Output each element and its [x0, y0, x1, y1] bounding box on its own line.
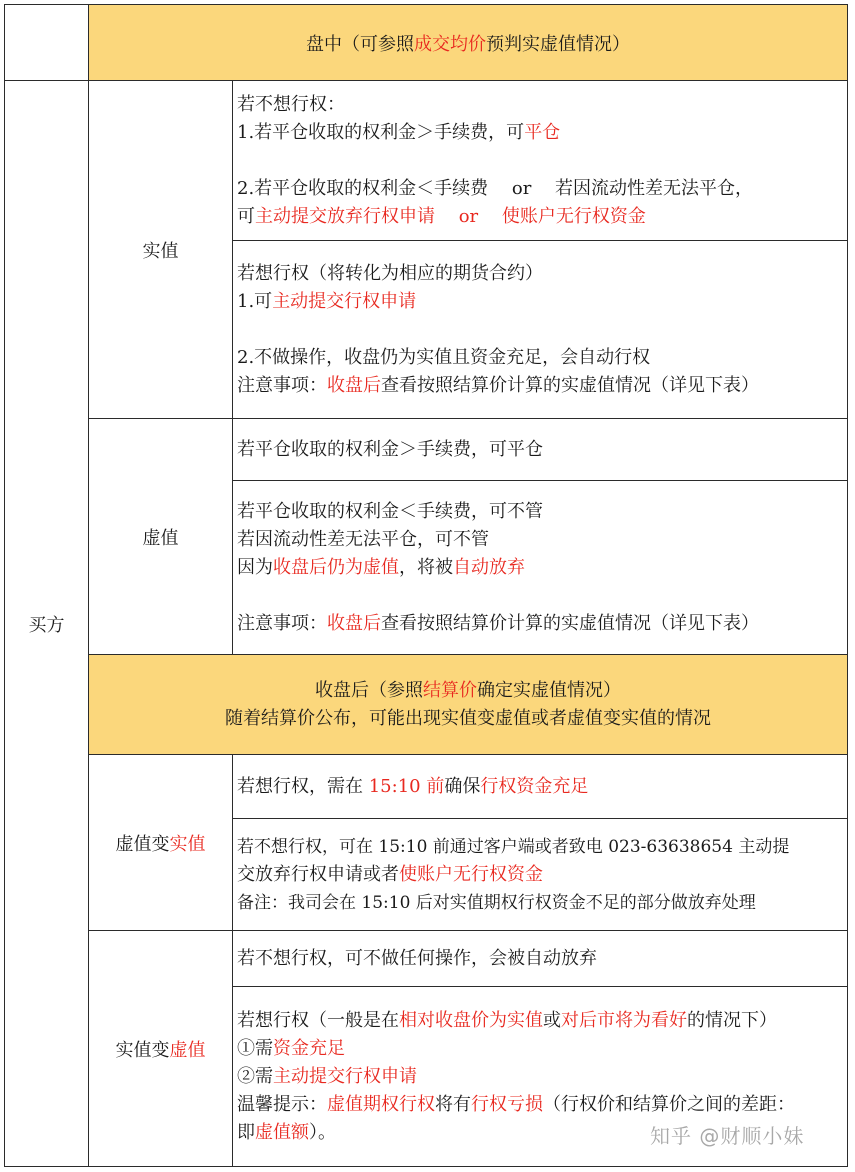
itm-label: 实值 — [89, 81, 233, 419]
o2i-no-exercise-cell: 若不想行权，可在 15:10 前通过客户端或者致电 023-63638654 主动提 交放弃行权申请或者使账户无行权资金 备注：我司会在 15:10 后对实值期权行权资金不足的部分做放弃处理 — [233, 819, 848, 931]
after-close-header: 收盘后（参照结算价确定实虚值情况） 随着结算价公布，可能出现实值变虚值或者虚值变实值的情况 — [89, 655, 848, 755]
corner-cell — [5, 5, 89, 81]
intraday-header: 盘中（可参照成交均价预判实虚值情况） — [89, 5, 848, 81]
i2o-no-exercise-cell: 若不想行权，可不做任何操作，会被自动放弃 — [233, 931, 848, 987]
buyer-label: 买方 — [5, 81, 89, 1167]
i2o-exercise-cell: 若想行权（一般是在相对收盘价为实值或对后市将为看好的情况下） ①需资金充足 ②需主动提交行权申请 温馨提示：虚值期权行权将有行权亏损（行权价和结算价之间的差距： 即虚值额）。 — [233, 987, 848, 1167]
o2i-exercise-cell: 若想行权，需在 15:10 前确保行权资金充足 — [233, 755, 848, 819]
otm-to-itm-label: 虚值变实值 — [89, 755, 233, 931]
itm-no-exercise-cell: 若不想行权： 1.若平仓收取的权利金＞手续费，可平仓 2.若平仓收取的权利金＜手续费 or 若因流动性差无法平仓， 可主动提交放弃行权申请 or 使账户无行权资金 — [233, 81, 848, 241]
otm-close-cell: 若平仓收取的权利金＞手续费，可平仓 — [233, 419, 848, 481]
otm-label: 虚值 — [89, 419, 233, 655]
itm-to-otm-label: 实值变虚值 — [89, 931, 233, 1167]
watermark: 知乎 @财顺小妹 — [650, 1124, 805, 1148]
otm-hold-cell: 若平仓收取的权利金＜手续费，可不管 若因流动性差无法平仓，可不管 因为收盘后仍为虚值，将被自动放弃 注意事项：收盘后查看按照结算价计算的实虚值情况（详见下表） — [233, 481, 848, 655]
itm-exercise-cell: 若想行权（将转化为相应的期货合约） 1.可主动提交行权申请 2.不做操作，收盘仍为实值且资金充足，会自动行权 注意事项：收盘后查看按照结算价计算的实虚值情况（详见下表） — [233, 241, 848, 419]
options-rules-table — [4, 4, 848, 1167]
